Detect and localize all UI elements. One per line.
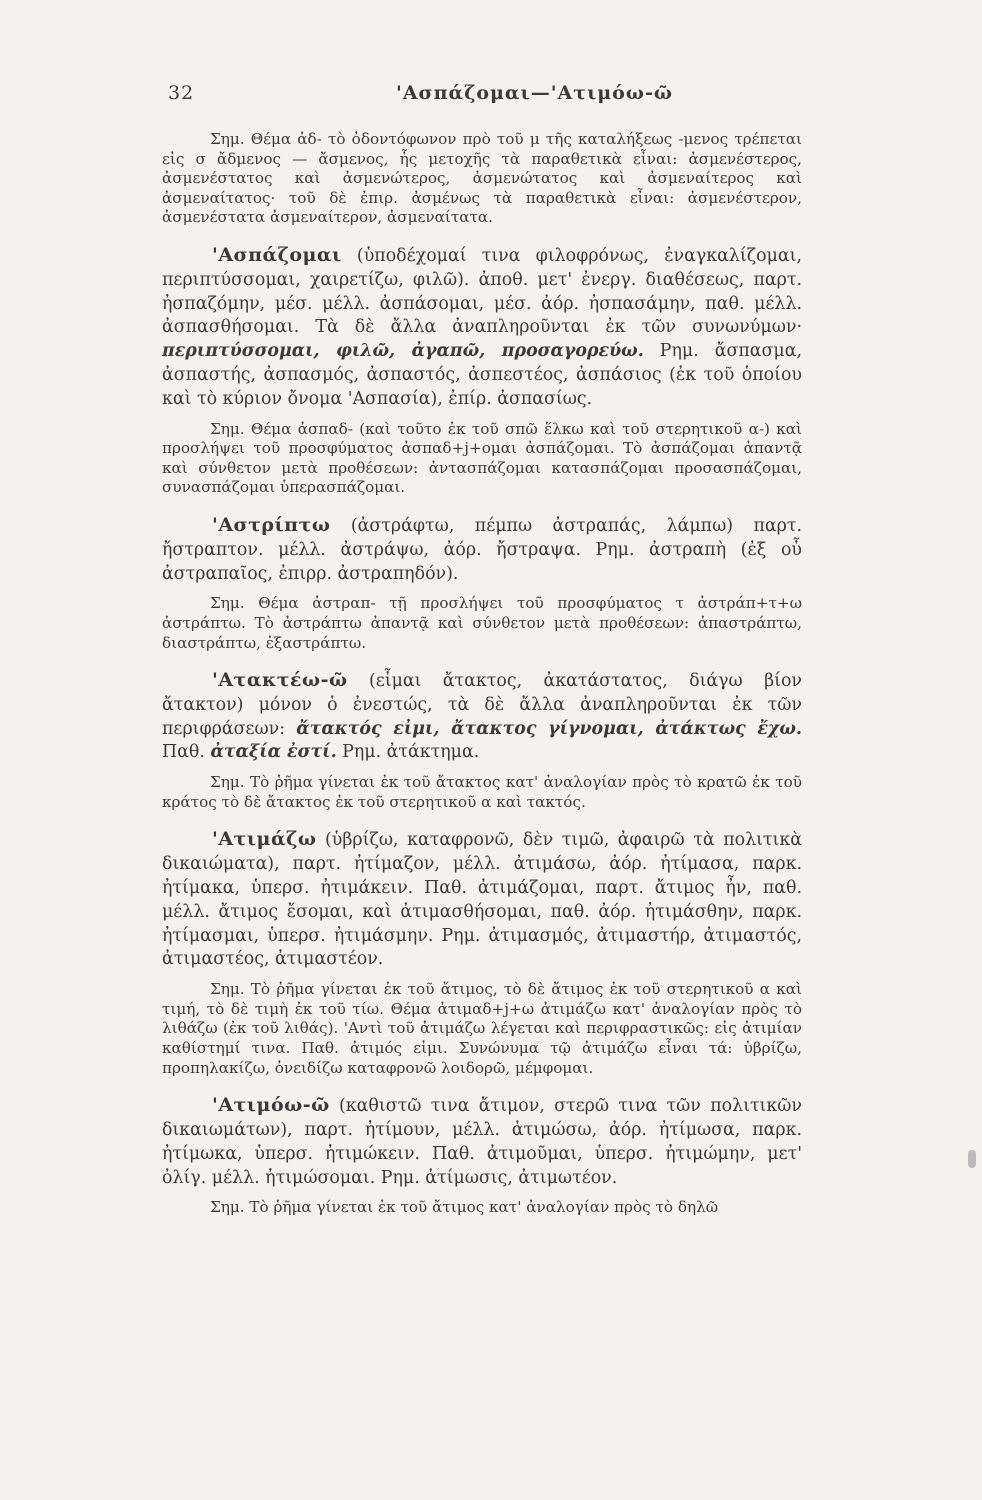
headword-aspazomai: 'Ασπάζομαι (212, 243, 342, 266)
synonyms-aspazomai: περιπτύσσομαι, φιλῶ, ἀγαπῶ, προσαγορεύω. (162, 341, 644, 362)
entry-text: (εἶμαι ἄτακτος, ἀκατάστατος, διάγω βίον ἄτακτον) μόνον ὁ ἐνεστώς, τὰ δὲ ἄλλα ἀναπληροῦνται ἐκ τῶν περιφράσεων: (162, 671, 802, 739)
entry-aspazomai (162, 244, 802, 412)
entry-text: Παθ. (162, 742, 211, 763)
paper-stain (968, 1150, 976, 1168)
entry-text: (ὑποδέχομαί τινα φιλοφρόνως, ἐναγκαλίζομαι, περιπτύσσομαι, χαιρετίζω, φιλῶ). ἀποθ. μετ' ἐνεργ. διαθέσεως, παρτ. ἠσπαζόμην, μέσ. μέλλ. ἀσπάσομαι, μέσ. ἀόρ. ἠσπασάμην, παθ. μέλλ. ἀσπασθήσομαι. Τὰ δὲ ἄλλα ἀναπληροῦνται ἐκ τῶν συνωνύμων· (162, 245, 802, 338)
entry-text: (ὑβρίζω, καταφρονῶ, δὲν τιμῶ, ἀφαιρῶ τὰ πολιτικὰ δικαιώματα), παρτ. ἠτίμαζον, μέλλ. ἀτιμάσω, ἀόρ. ἠτίμασα, παρκ. ἠτίμακα, ὑπερσ. ἠτιμάκειν. Παθ. ἀτιμάζομαι, παρτ. ἄτιμος ἦν, παθ. μέλλ. ἄτιμος ἔσομαι, καὶ ἀτιμασθήσομαι, παθ. ἀόρ. ἠτιμάσθην, παρκ. ἠτίμασμαι, ὑπερσ. ἠτιμάσμην. Ρημ. ἀτιμασμός, ἀτιμαστήρ, ἀτιμαστός, ἀτιμαστέος, ἀτιμαστέον. (162, 830, 802, 970)
entry-text: Ρημ. ἄσπασμα, ἀσπαστής, ἀσπασμός, ἀσπαστός, ἀσπεστέος, ἀσπάσιος (ἐκ τοῦ ὁποίου καὶ τὸ κύριον ὄνομα 'Ασπασία), ἐπίρ. ἀσπασίως. (162, 341, 802, 409)
entry-atakteo (162, 669, 802, 765)
note-atimazo: Σημ. Τὸ ῥῆμα γίνεται ἐκ τοῦ ἄτιμος, τὸ δὲ ἄτιμος ἐκ τοῦ στερητικοῦ α καὶ τιμή, τὸ δὲ τιμὴ ἐκ τοῦ τίω. Θέμα ἀτιμαδ+j+ω ἀτιμάζω κατ' ἀναλογίαν πρὸς τὸ λιθάζω (ἐκ τοῦ λιθάς). 'Αντὶ τοῦ ἀτιμάζω λέγεται καὶ περιφραστικῶς: εἰς ἀτιμίαν καθίστημί τινα. Παθ. ἀτιμός εἰμι. Συνώνυμα τῷ ἀτιμάζω εἶναι τά: ὑβρίζω, προπηλακίζω, ὀνειδίζω καταφρονῶ λοιδορῶ, μέμφομαι. (162, 980, 802, 1077)
note-atakteo: Σημ. Τὸ ῥῆμα γίνεται ἐκ τοῦ ἄτακτος κατ' ἀναλογίαν πρὸς τὸ κρατῶ ἐκ τοῦ κράτος τὸ δὲ ἄτακτος ἐκ τοῦ στερητικοῦ α καὶ τακτός. (162, 773, 802, 811)
headword-atimazo: 'Ατιμάζω (212, 828, 317, 851)
page-body (162, 130, 802, 1218)
headword-astripto: 'Αστρίπτω (212, 513, 331, 536)
note-atimoo: Σημ. Τὸ ῥῆμα γίνεται ἐκ τοῦ ἄτιμος κατ' ἀναλογίαν πρὸς τὸ δηλῶ (210, 1198, 719, 1217)
entry-text: (ἀστράφτω, πέμπω ἀστραπάς, λάμπω) παρτ. ἤστραπτον. μέλλ. ἀστράψω, ἀόρ. ἤστραψα. Ρημ. ἀστραπὴ (ἐξ οὗ ἀστραπαῖος, ἐπιρρ. ἀστραπηδόν). (162, 515, 802, 584)
periphrases-atakteo: ἄτακτός εἰμι, ἄτακτος γίγνομαι, ἀτάκτως ἔχω. (296, 718, 802, 739)
note-astripto: Σημ. Θέμα ἀστραπ- τῇ προσλήψει τοῦ προσφύματος τ ἀστράπ+τ+ω ἀστράπτω. Τὸ ἀστράπτω ἀπαντᾷ καὶ σύνθετον μετὰ προθέσεων: ἀπαστράπτω, διαστράπτω, ἐξαστράπτω. (162, 594, 802, 652)
entry-text: Ρημ. ἀτάκτημα. (336, 742, 480, 763)
note-asmenos: Σημ. Θέμα ἀδ- τὸ ὀδοντόφωνον πρὸ τοῦ μ τῆς καταλήξεως -μενος τρέπεται εἰς σ ἄδμενος — ἄσμενος, ἧς μετοχῆς τὰ παραθετικὰ εἶναι: ἀσμενέστερος, ἀσμενέστατος καὶ ἀσμενώτερος, ἀσμενώτατος καὶ ἀσμεναίτερος καὶ ἀσμεναίτατος· τοῦ δὲ ἐπιρ. ἀσμένως τὰ παραθετικὰ εἶναι: ἀσμενέστερον, ἀσμενέστατα ἀσμεναίτερον, ἀσμεναίτατα. (162, 130, 802, 227)
headword-atimoo: 'Ατιμόω-ῶ (212, 1094, 330, 1117)
entry-text: (καθιστῶ τινα ἄτιμον, στερῶ τινα τῶν πολιτικῶν δικαιωμάτων), παρτ. ἠτίμουν, μέλλ. ἀτιμώσω, ἀόρ. ἠτίμωσα, παρκ. ἠτίμωκα, ὑπερσ. ἠτιμώκειν. Παθ. ἀτιμοῦμαι, ὑπερσ. ἠτιμώμην, μετ' ὀλίγ. μέλλ. ἠτιμώσομαι. Ρημ. ἀτίμωσις, ἀτιμωτέον. (162, 1096, 802, 1188)
entry-atimazo (162, 828, 802, 972)
headword-atakteo: 'Ατακτέω-ῶ (212, 669, 348, 692)
header-title: 'Ασπάζομαι—'Ατιμόω-ῶ (396, 82, 673, 104)
running-header (168, 82, 808, 112)
note-aspazomai: Σημ. Θέμα ἀσπαδ- (καὶ τοῦτο ἐκ τοῦ σπῶ ἕλκω καὶ τοῦ στερητικοῦ α-) καὶ προσλήψει τοῦ προσφύματος ἀσπαδ+j+ομαι ἀσπάζομαι. Τὸ ἀσπάζομαι ἀπαντᾷ καὶ σύνθετον μετὰ προθέσεων: ἀντασπάζομαι κατασπάζομαι προσασπάζομαι, συνασπάζομαι ὑπερασπάζομαι. (162, 419, 802, 497)
passive-atakteo: ἀταξία ἐστί. (210, 742, 337, 763)
entry-astripto (162, 514, 802, 586)
entry-atimoo (162, 1094, 802, 1190)
page-number: 32 (168, 82, 195, 104)
